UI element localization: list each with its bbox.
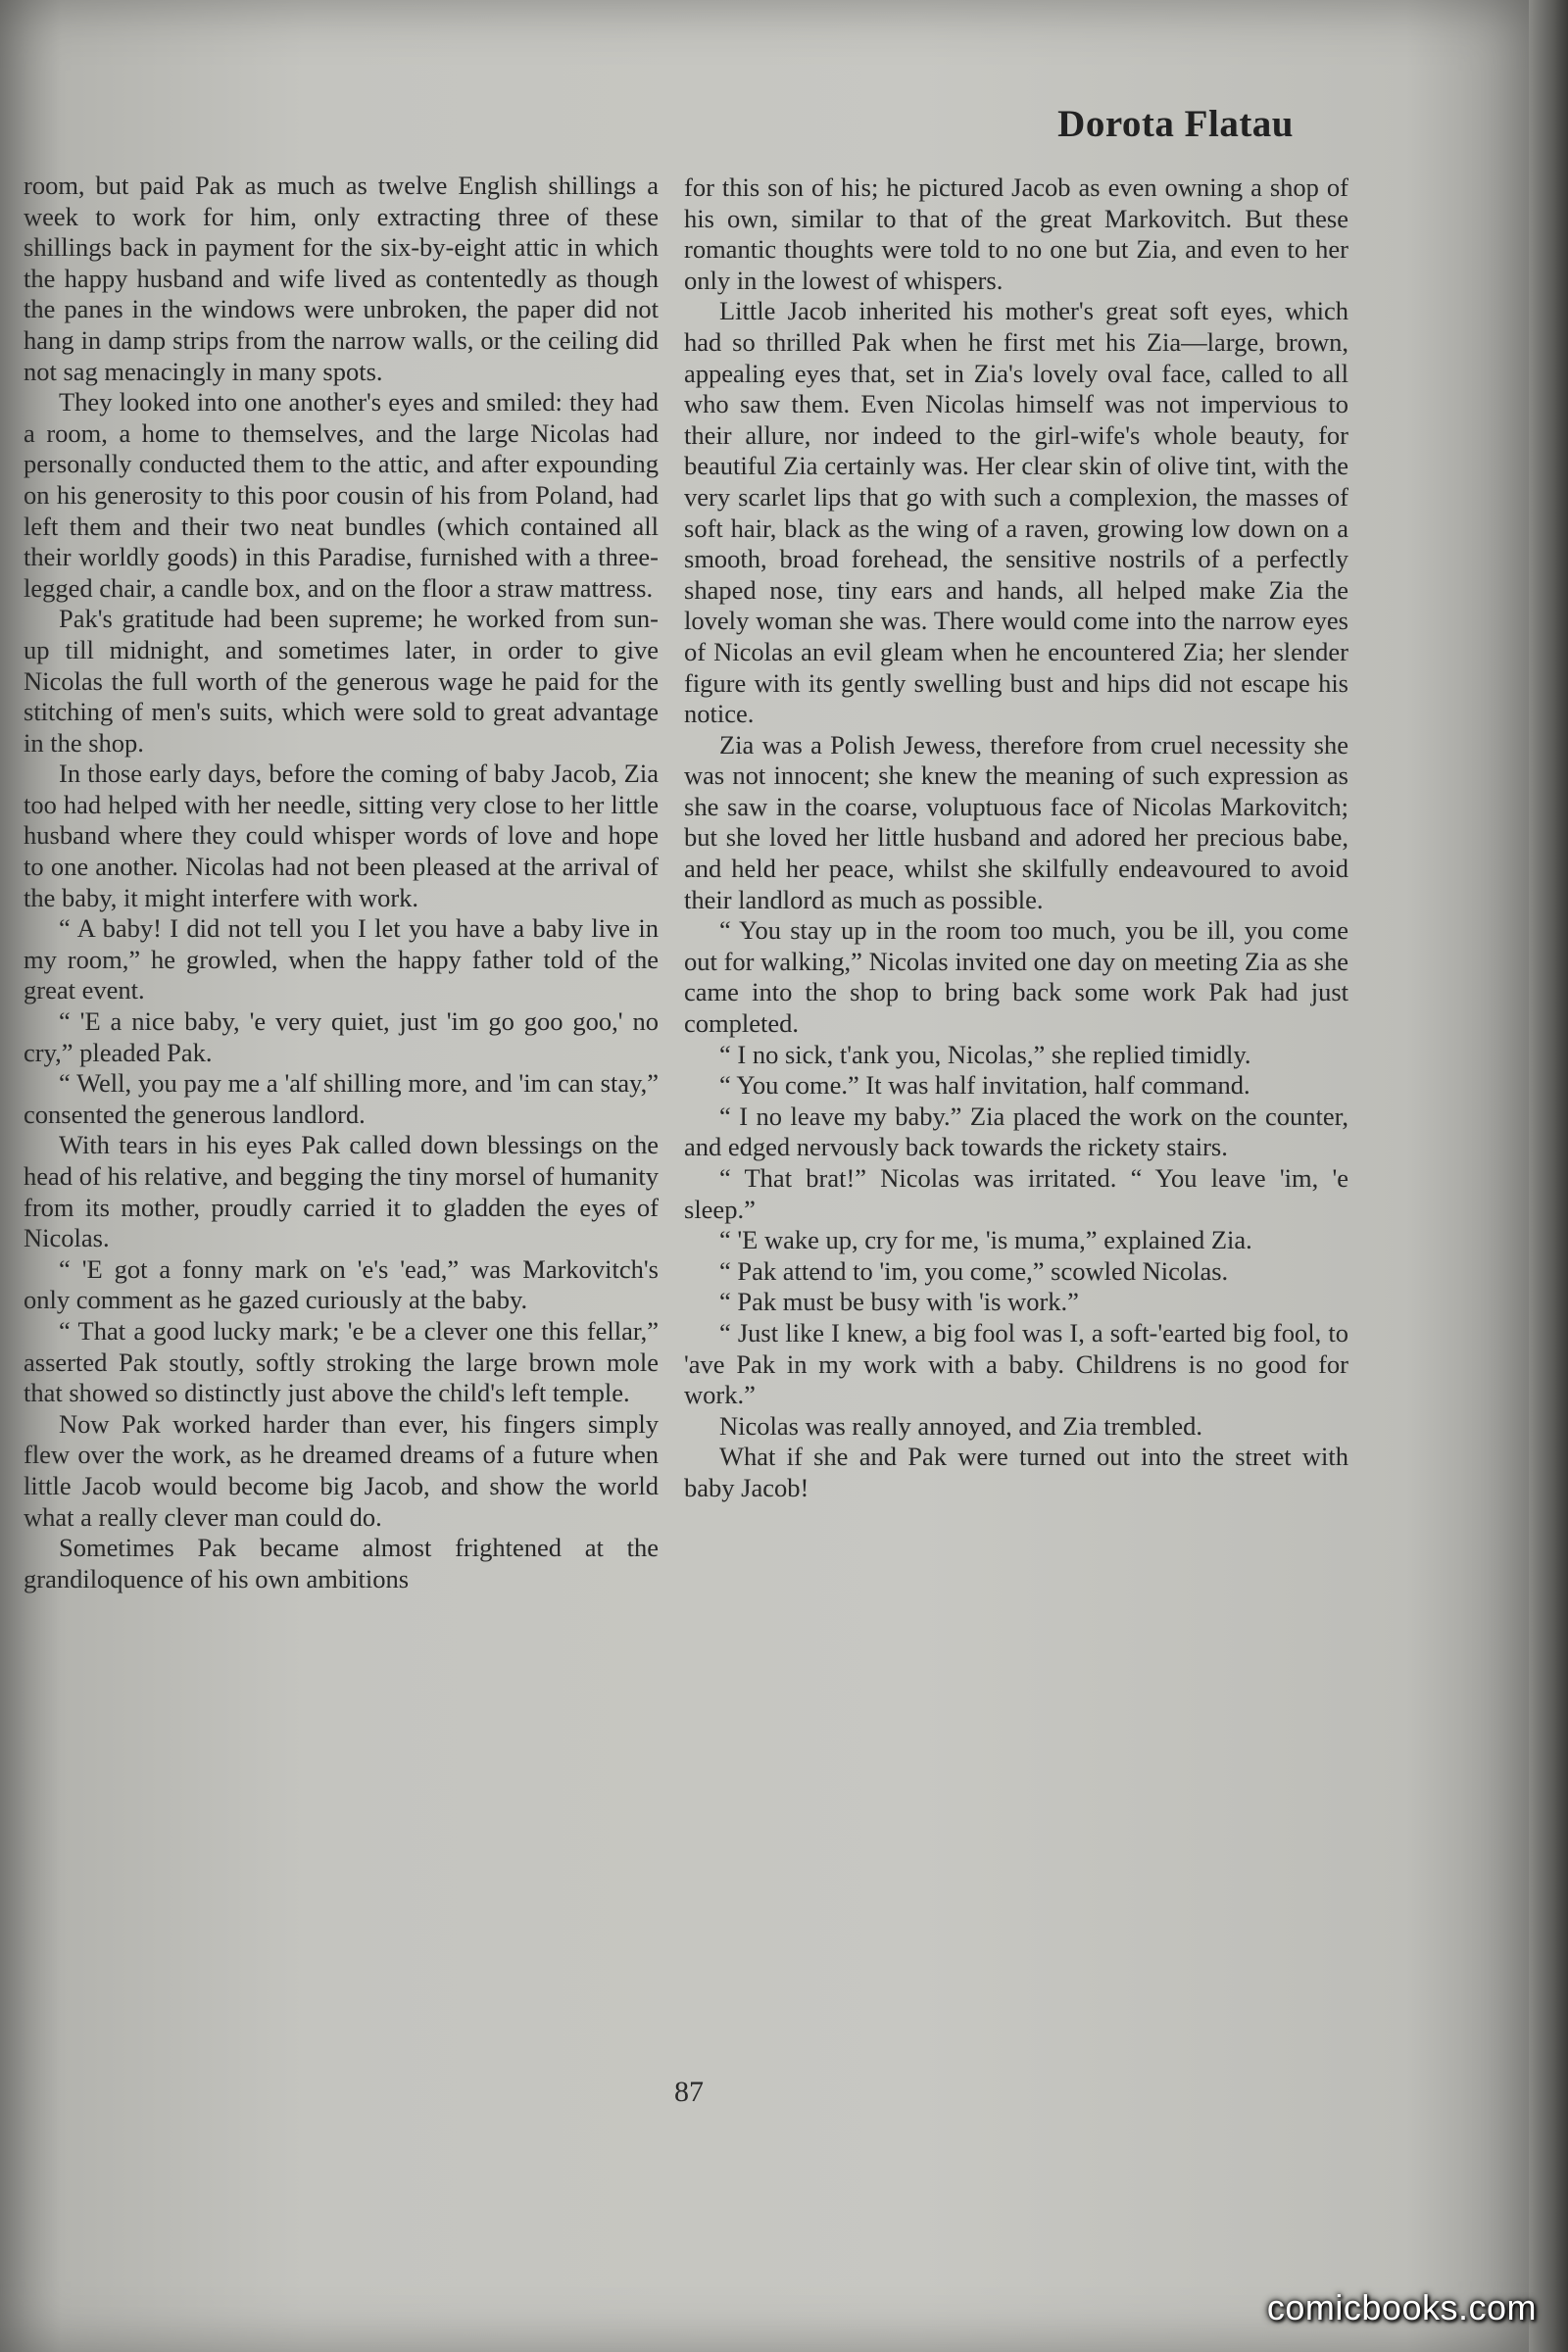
right-column [684, 172, 1348, 1504]
page-number: 87 [674, 2076, 704, 2108]
paragraph: “ Well, you pay me a 'alf shilling more, and 'im can stay,” consented the generous landlord. [24, 1068, 659, 1129]
paragraph: Now Pak worked harder than ever, his fingers simply flew over the work, as he dreamed dreams of a future when little Jacob would become big Jacob, and show the world what a really clever man could do. [24, 1408, 659, 1532]
paragraph: “ I no sick, t'ank you, Nicolas,” she replied timidly. [719, 1039, 1251, 1069]
paragraph: They looked into one another's eyes and smiled: they had a room, a home to themselves, and the large Nicolas had personally conducted them to the attic, and after expounding on his generosity to this poor cousin of his from Poland, had left them and their two neat bundles (which contained all their worldly goods) in this Paradise, furnished with a three-legged chair, a candle box, and on the floor a straw mattress. [24, 387, 659, 603]
paragraph: “ I no leave my baby.” Zia placed the work on the counter, and edged nervously back towards the rickety stairs. [684, 1101, 1348, 1162]
paragraph: “ Pak attend to 'im, you come,” scowled Nicolas. [719, 1255, 1229, 1286]
paragraph: “ Pak must be busy with 'is work.” [719, 1287, 1079, 1317]
paragraph: Pak's gratitude had been supreme; he worked from sun-up till midnight, and sometimes later, in order to give Nicolas the full worth of the generous wage he paid for the stitching of men's suits, which were sold to great advantage in the shop. [24, 604, 659, 758]
paragraph: “ Just like I knew, a big fool was I, a soft-'earted big fool, to 'ave Pak in my work with a baby. Childrens is no good for work.” [684, 1317, 1348, 1410]
paragraph: Little Jacob inherited his mother's great soft eyes, which had so thrilled Pak when he first met his Zia—large, brown, appealing eyes that, set in Zia's lovely oval face, called to all who saw them. Even Nicolas himself was not impervious to their allure, nor indeed to the girl-wife's whole beauty, for beautiful Zia certainly was. Her clear skin of olive tint, with the very scarlet lips that go with such a complexion, the masses of soft hair, black as the wing of a raven, growing low down on a smooth, broad forehead, the sensitive nostrils of a perfectly shaped nose, tiny ears and hands, all helped make Zia the lovely woman she was. There would come into the narrow eyes of Nicolas an evil gleam when he encountered Zia; her slender figure with its gently swelling bust and hips did not escape his notice. [684, 296, 1348, 729]
paragraph: “ 'E a nice baby, 'e very quiet, just 'im go goo goo,' no cry,” pleaded Pak. [24, 1006, 659, 1067]
paragraph: “ That brat!” Nicolas was irritated. “ You leave 'im, 'e sleep.” [684, 1163, 1348, 1224]
paragraph: What if she and Pak were turned out into the street with baby Jacob! [684, 1442, 1348, 1502]
watermark: comicbooks.com [1266, 2287, 1537, 2328]
paragraph: room, but paid Pak as much as twelve English shillings a week to work for him, only extracting three of these shillings back in payment for the six-by-eight attic in which the happy husband and wife lived as contentedly as though the panes in the windows were unbroken, the paper did not hang in damp strips from the narrow walls, or the ceiling did not sag menacingly in many spots. [24, 171, 659, 386]
running-head: Dorota Flatau [1057, 103, 1294, 145]
paragraph: In those early days, before the coming of baby Jacob, Zia too had helped with her needle, sitting very close to her little husband where they could whisper words of love and hope to one another. Nicolas had not been pleased at the arrival of the baby, it might interfere with work. [24, 759, 659, 912]
paragraph: Nicolas was really annoyed, and Zia trembled. [719, 1410, 1203, 1441]
paragraph: “ That a good lucky mark; 'e be a clever one this fellar,” asserted Pak stoutly, softly stroking the large brown mole that showed so distinctly just above the child's left temple. [24, 1315, 659, 1408]
left-column [24, 171, 659, 1594]
paragraph: Sometimes Pak became almost frightened at the grandiloquence of his own ambitions [24, 1533, 659, 1593]
paragraph: for this son of his; he pictured Jacob as even owning a shop of his own, similar to that of the great Markovitch. But these romantic thoughts were told to no one but Zia, and even to her only in the lowest of whispers. [684, 172, 1348, 295]
paragraph: “ A baby! I did not tell you I let you have a baby live in my room,” he growled, when the happy father told of the great event. [24, 913, 659, 1005]
paragraph: “ 'E got a fonny mark on 'e's 'ead,” was Markovitch's only comment as he gazed curiously at the baby. [24, 1253, 659, 1315]
paragraph: “ 'E wake up, cry for me, 'is muma,” explained Zia. [719, 1225, 1252, 1255]
paragraph: Zia was a Polish Jewess, therefore from cruel necessity she was not innocent; she knew the meaning of such expression as she saw in the coarse, voluptuous face of Nicolas Markovitch; but she loved her little husband and adored her precious babe, and held her peace, whilst she skilfully endeavoured to avoid their landlord as much as possible. [684, 729, 1348, 914]
paragraph: With tears in his eyes Pak called down blessings on the head of his relative, and begging the tiny morsel of humanity from its mother, proudly carried it to gladden the eyes of Nicolas. [24, 1130, 659, 1253]
paragraph: “ You stay up in the room too much, you be ill, you come out for walking,” Nicolas invited one day on meeting Zia as she came into the shop to bring back some work Pak had just completed. [684, 915, 1348, 1039]
paragraph: “ You come.” It was half invitation, half command. [719, 1070, 1250, 1101]
book-spine-edge [1529, 0, 1568, 2352]
